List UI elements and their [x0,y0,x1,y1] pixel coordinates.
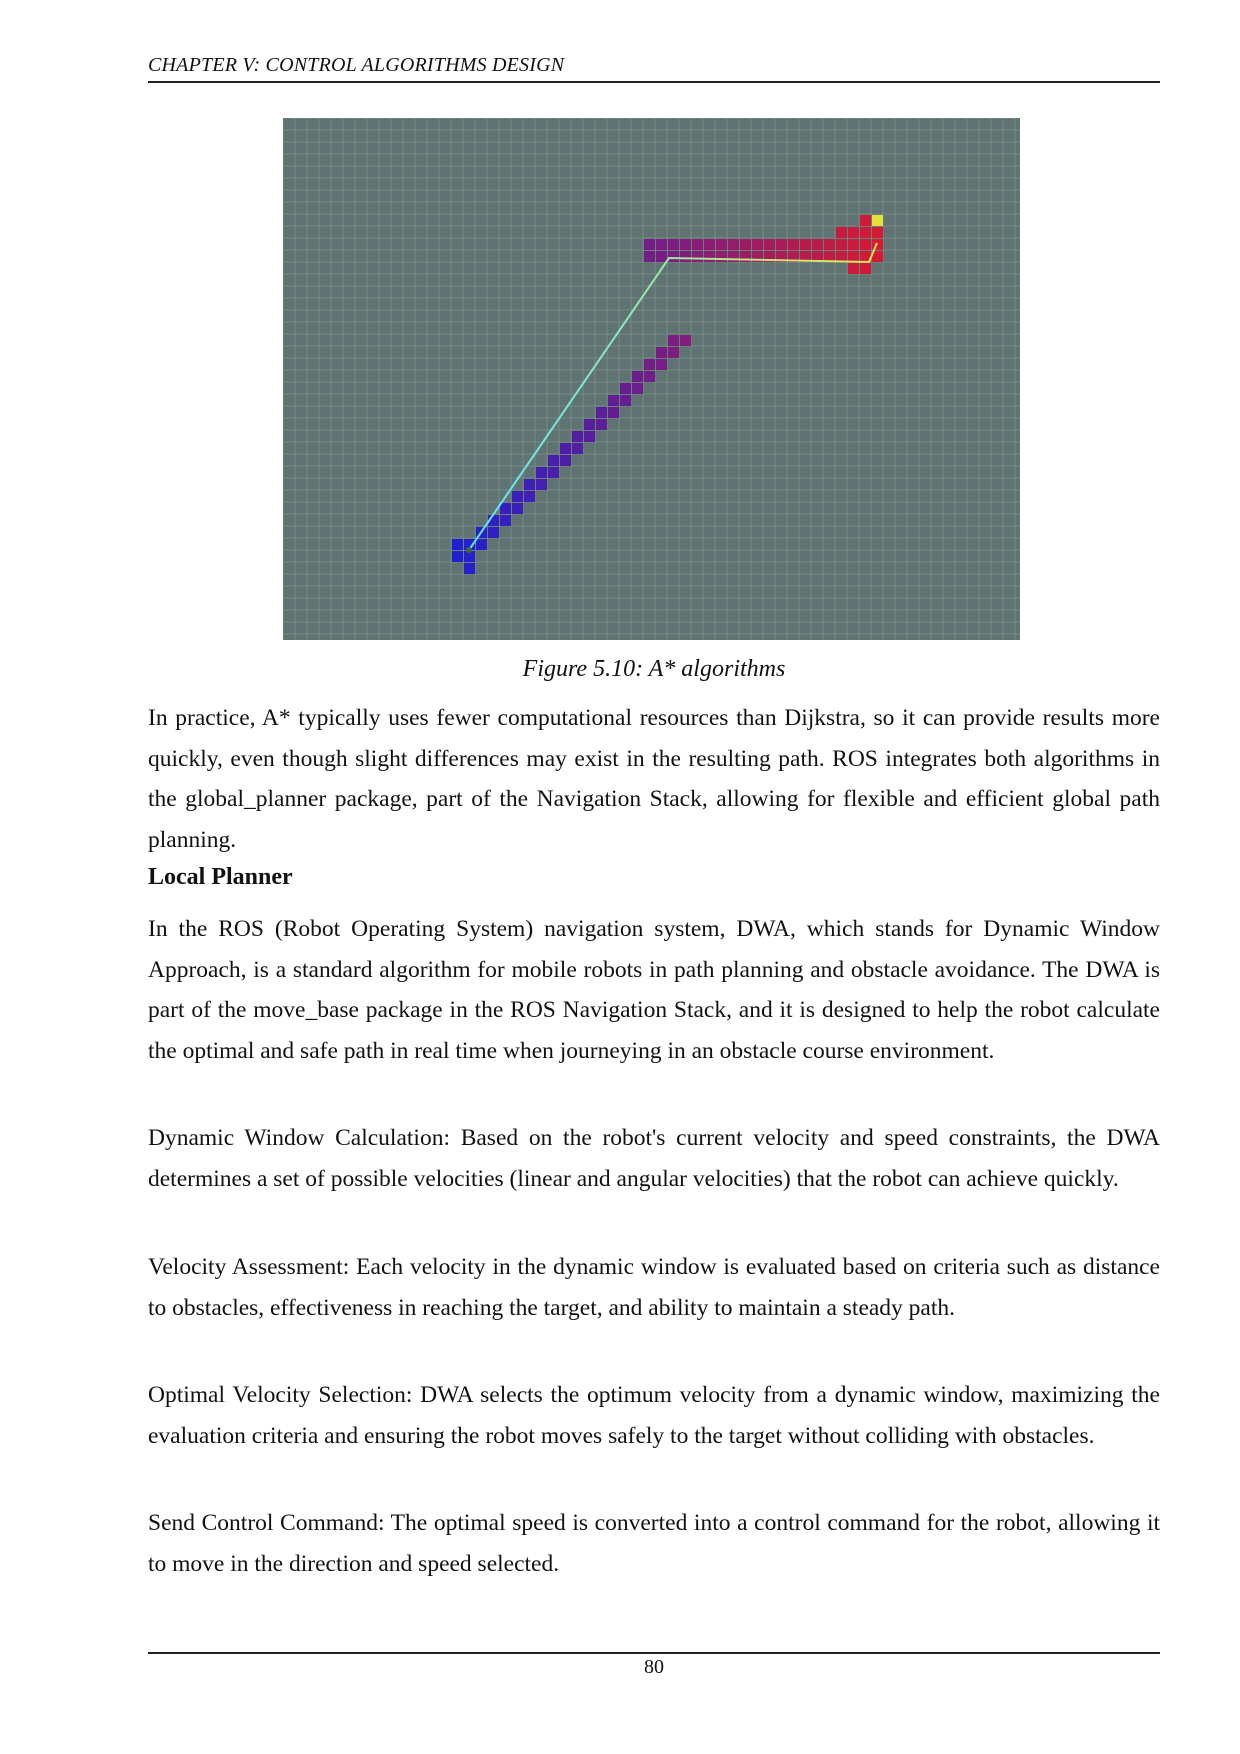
explored-cell [596,419,607,430]
explored-cell [680,239,691,250]
explored-cell [836,251,847,262]
explored-cell [716,239,727,250]
goal-cell [872,215,883,226]
explored-cell [776,239,787,250]
astar-figure [283,118,1020,640]
explored-cell [644,239,655,250]
explored-cell [872,239,883,250]
explored-cell [656,347,667,358]
explored-cell [608,395,619,406]
paragraph-dynamic-window: Dynamic Window Calculation: Based on the robot's current velocity and speed constraints, the DWA determines a set of possible velocities (linear and angular velocities) that the robot can achieve quickly. [148,1125,1160,1192]
explored-cell [668,347,679,358]
start-marker [466,547,472,553]
header-rule [148,81,1160,83]
explored-cell [500,515,511,526]
explored-cell [848,227,859,238]
explored-cell [644,359,655,370]
explored-cell [524,479,535,490]
explored-cell [656,359,667,370]
explored-cell [680,335,691,346]
explored-cell [848,239,859,250]
explored-cell [512,491,523,502]
paragraph-control-command: Send Control Command: The optimal speed is converted into a control command for the robot, allowing it to move in the direction and speed selected. [148,1510,1160,1577]
explored-cell [644,371,655,382]
page-number: 80 [644,1656,664,1678]
explored-cell [584,431,595,442]
paragraph-optimal-velocity: Optimal Velocity Selection: DWA selects the optimum velocity from a dynamic window, maximizing the evaluation criteria and ensuring the robot moves safely to the target without colliding with obstacles. [148,1382,1160,1449]
explored-cell [836,227,847,238]
explored-cell [848,263,859,274]
explored-cell [716,251,727,262]
explored-cell [860,215,871,226]
explored-cell [656,251,667,262]
explored-cell [536,467,547,478]
explored-cell [740,239,751,250]
explored-cell [452,551,463,562]
explored-cell [668,335,679,346]
explored-cell [452,539,463,550]
explored-cell [584,419,595,430]
running-header: CHAPTER V: CONTROL ALGORITHMS DESIGN [148,54,565,76]
explored-cell [680,251,691,262]
figure-caption: Figure 5.10: A* algorithms [522,656,786,682]
explored-cell [692,239,703,250]
explored-cell [764,239,775,250]
explored-cell [824,239,835,250]
explored-cell [632,383,643,394]
explored-cell [476,539,487,550]
explored-cell [668,251,679,262]
paragraph-astar-comparison: In practice, A* typically uses fewer computational resources than Dijkstra, so it can provide results more quickly, even though slight differences may exist in the resulting path. ROS integrates both algorithms in the global_planner package, part of the Navigation Stack, allowing for flexible and efficient global path planning. [148,705,1160,853]
paragraph-velocity-assessment: Velocity Assessment: Each velocity in the dynamic window is evaluated based on criteria such as distance to obstacles, effectiveness in reaching the target, and ability to maintain a steady path. [148,1254,1160,1321]
explored-cell [620,395,631,406]
explored-cell [488,527,499,538]
explored-cell [536,479,547,490]
explored-cell [836,239,847,250]
footer-rule [148,1652,1160,1654]
explored-cell [512,503,523,514]
explored-cell [632,371,643,382]
explored-cell [860,263,871,274]
explored-cell [668,239,679,250]
explored-cell [872,227,883,238]
explored-cell [704,251,715,262]
astar-grid-visualization [283,118,1020,640]
explored-cell [572,431,583,442]
explored-cell [572,443,583,454]
explored-cell [548,455,559,466]
explored-cell [464,563,475,574]
explored-cell [860,239,871,250]
section-heading-local-planner: Local Planner [148,864,293,890]
paragraph-dwa-intro: In the ROS (Robot Operating System) navigation system, DWA, which stands for Dynamic Window Approach, is a standard algorithm for mobile robots in path planning and obstacle avoidance. The DWA is part of the move_base package in the ROS Navigation Stack, and it is designed to help the robot calculate the optimal and safe path in real time when journeying in an obstacle course environment. [148,916,1160,1064]
explored-cell [728,239,739,250]
explored-cell [524,491,535,502]
explored-cell [560,455,571,466]
explored-cell [548,467,559,478]
explored-cell [812,239,823,250]
explored-cell [692,251,703,262]
explored-cell [656,239,667,250]
explored-cell [620,383,631,394]
explored-cell [800,239,811,250]
explored-cell [644,251,655,262]
explored-cell [788,239,799,250]
explored-cell [608,407,619,418]
explored-cell [704,239,715,250]
explored-cell [860,227,871,238]
explored-cell [752,239,763,250]
explored-cell [596,407,607,418]
explored-cell [500,503,511,514]
explored-cell [848,251,859,262]
explored-cell [560,443,571,454]
